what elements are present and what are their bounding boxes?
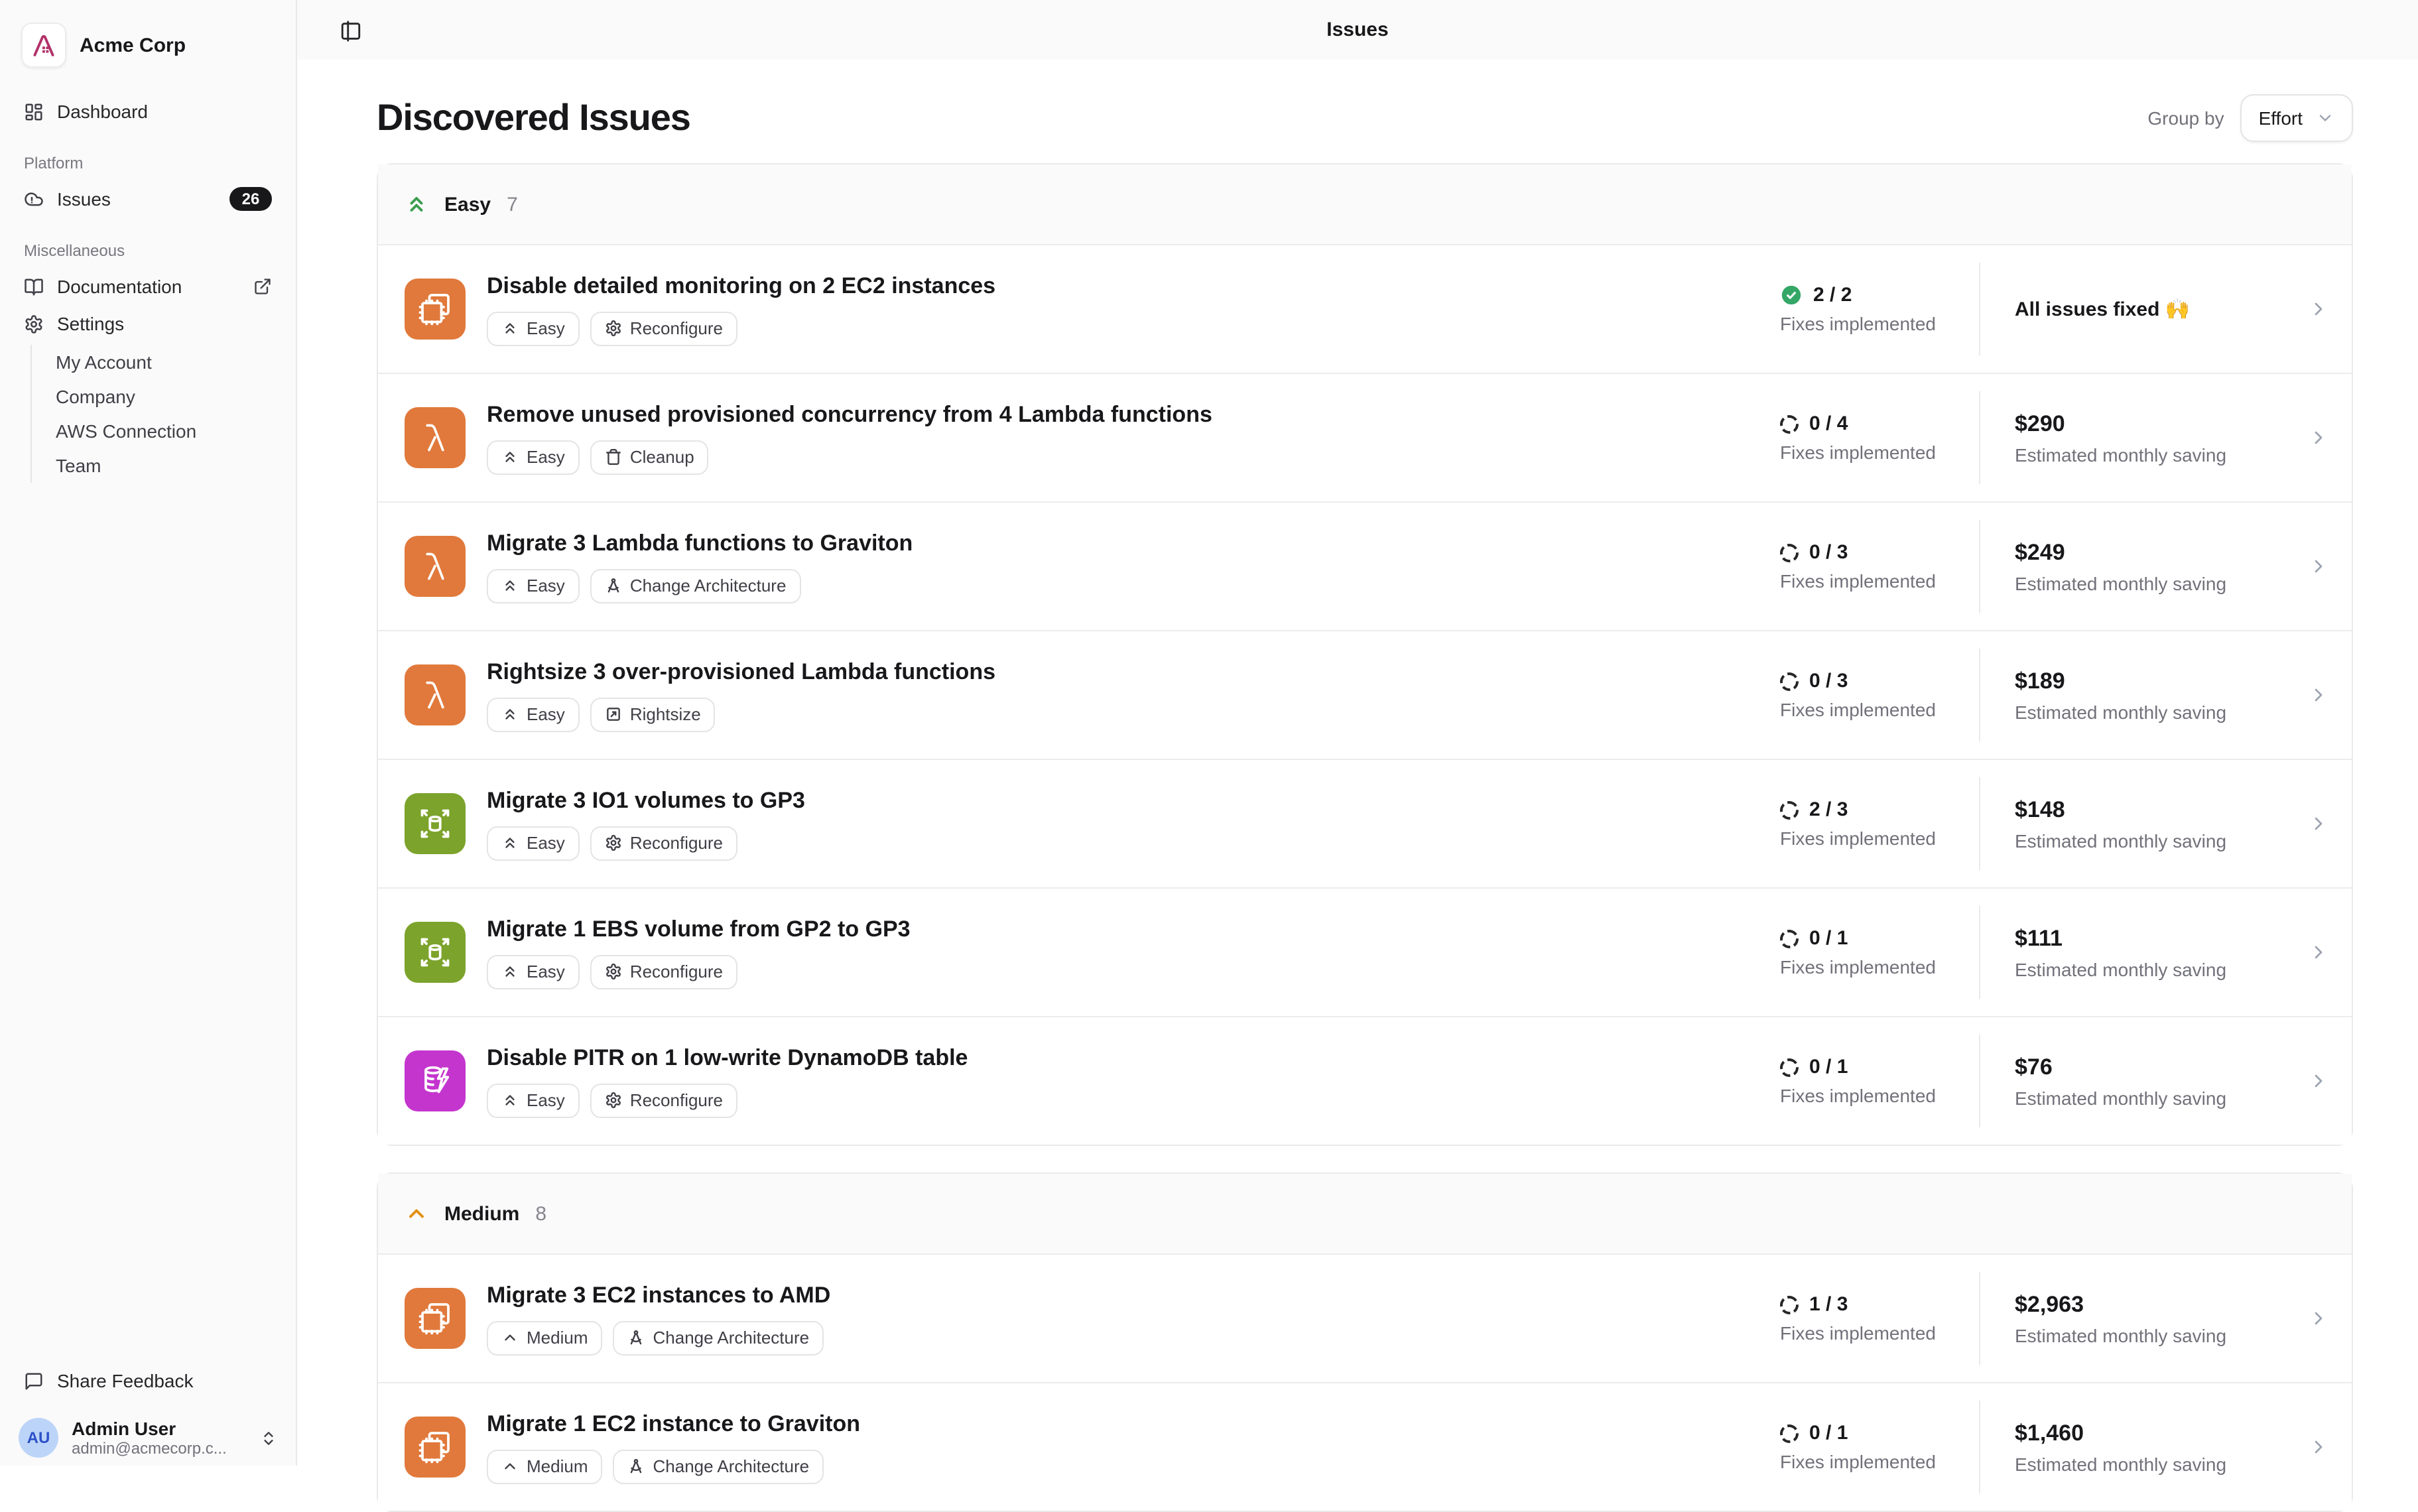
saving-column [1980,1291,2285,1346]
issue-row[interactable] [378,759,2352,887]
tag-easy [487,568,580,603]
issue-row[interactable] [378,245,2352,373]
issue-main [487,916,1780,989]
dashed-circle-icon [1780,414,1799,433]
issue-title: Migrate 3 Lambda functions to Graviton [487,530,913,555]
sidebar [0,0,297,1466]
chevron-right-icon [2308,1070,2329,1092]
group-by-control [2147,94,2353,142]
fixes-label: Fixes implemented [1780,1451,1936,1472]
group-header-easy[interactable] [378,164,2352,245]
issue-tags [487,954,1780,989]
tag-label: Easy [527,962,565,981]
tag-easy [487,826,580,860]
issue-tags [487,1320,1780,1355]
fixes-column [1780,1422,1979,1472]
tag-label: Reconfigure [629,833,724,853]
lambda-service-icon [405,407,466,468]
issue-main [487,659,1780,731]
fixes-ratio: 0 / 1 [1809,927,1848,950]
saving-column [1980,668,2285,722]
issue-title: Remove unused provisioned concurrency from 4 Lambda functions [487,401,1212,426]
chevron-up-icon [501,1458,519,1475]
ebs-service-icon [405,922,466,983]
chevron-right-icon [2308,684,2329,706]
acme-logo-icon [21,23,66,68]
share-feedback-button[interactable] [11,1362,285,1399]
fixes-label: Fixes implemented [1780,699,1936,720]
chevrons-up-down-icon [260,1429,277,1446]
ec2-service-icon [405,1288,466,1349]
row-chevron[interactable] [2285,1308,2352,1329]
fixes-label: Fixes implemented [1780,442,1936,463]
topbar [297,0,2418,61]
sidebar-item-issues[interactable] [11,180,285,218]
user-name: Admin User [72,1417,176,1438]
page-title: Discovered Issues [377,97,690,138]
workspace-name: Acme Corp [80,34,186,56]
tag-label: Change Architecture [653,1456,810,1476]
group-name: Easy [444,193,491,216]
issue-tags [487,568,1780,603]
gear-icon [605,320,622,337]
tag-label: Change Architecture [653,1328,810,1348]
issue-tags [487,697,1780,731]
dashed-circle-icon [1780,1424,1799,1442]
saving-amount: $1,460 [2015,1420,2084,1445]
tag-label: Easy [527,833,565,853]
chevron-down-icon [2316,109,2334,127]
sidebar-item-dashboard[interactable] [11,93,285,130]
fixes-label: Fixes implemented [1780,1322,1936,1344]
saving-column [1980,410,2285,465]
tag-easy [487,311,580,346]
book-open-icon [24,277,44,296]
issue-title: Disable detailed monitoring on 2 EC2 instances [487,273,996,298]
saving-amount: $290 [2015,410,2065,436]
row-chevron[interactable] [2285,684,2352,706]
row-chevron[interactable] [2285,1070,2352,1092]
fixes-column [1780,541,1979,592]
fixes-ratio: 0 / 4 [1809,412,1848,435]
fixes-ratio: 2 / 2 [1813,284,1852,306]
tag-label: Easy [527,1090,565,1110]
tag-label: Easy [527,704,565,724]
gear-icon [605,963,622,980]
fixes-count [1780,927,1979,950]
group-count: 7 [507,193,518,216]
issue-tags [487,1449,1780,1483]
lambda-service-icon [405,664,466,725]
fixes-label: Fixes implemented [1780,313,1936,334]
fixes-count [1780,798,1979,821]
issue-tags [487,1083,1780,1117]
tag-change_architecture [613,1449,824,1483]
fixes-column [1780,1056,1979,1106]
sidebar-toggle-button[interactable] [332,12,369,49]
saving-label: Estimated monthly saving [2015,1087,2227,1108]
issue-main [487,1411,1780,1483]
saving-label: Estimated monthly saving [2015,1453,2227,1474]
tag-change_architecture [613,1320,824,1355]
tag-label: Medium [527,1328,588,1348]
chevron-right-icon [2308,427,2329,448]
saving-amount: $111 [2015,925,2063,950]
tag-label: Reconfigure [629,1090,724,1110]
fixes-column [1780,284,1979,334]
sidebar-subitem-team[interactable]: Team [56,455,101,476]
saving-label: Estimated monthly saving [2015,701,2227,722]
chevrons-up-icon [501,448,519,466]
gear-icon [24,314,44,334]
issue-title: Migrate 1 EBS volume from GP2 to GP3 [487,916,911,941]
fixes-ratio: 1 / 3 [1809,1293,1848,1316]
dashed-circle-icon [1780,1295,1799,1314]
tag-easy [487,954,580,989]
chevron-right-icon [2308,1308,2329,1329]
sidebar-section-miscellaneous: Miscellaneous [24,241,125,260]
sidebar-item-label: Documentation [57,276,182,297]
row-chevron[interactable] [2285,813,2352,834]
tag-reconfigure [590,954,737,989]
issue-title: Migrate 3 IO1 volumes to GP3 [487,787,805,812]
group-by-label: Group by [2147,107,2224,129]
saving-amount: $249 [2015,539,2065,564]
issue-main [487,1282,1780,1355]
fixes-count [1780,1056,1979,1078]
chevrons-up-icon [501,834,519,851]
fixes-count [1780,284,1979,306]
tag-reconfigure [590,311,737,346]
row-chevron[interactable] [2285,556,2352,577]
tag-reconfigure [590,1083,737,1117]
saving-amount: $189 [2015,668,2065,693]
lambda-service-icon [405,536,466,597]
issue-row[interactable] [378,1016,2352,1145]
issue-group-easy [377,163,2353,1146]
sidebar-footer [0,1362,296,1466]
settings-submenu [31,345,296,483]
fixes-label: Fixes implemented [1780,570,1936,592]
saving-label: Estimated monthly saving [2015,830,2227,851]
fixes-column [1780,670,1979,720]
dashed-circle-icon [1780,543,1799,562]
fixes-column [1780,927,1979,977]
tag-reconfigure [590,826,737,860]
group-by-select[interactable] [2240,94,2353,142]
compass-icon [605,577,622,594]
fixes-count [1780,1293,1979,1316]
issue-groups [377,163,2353,1512]
tag-easy [487,440,580,474]
dynamodb-service-icon [405,1050,466,1111]
chevron-right-icon [2308,813,2329,834]
workspace-switcher[interactable] [0,0,296,72]
fixes-ratio: 0 / 3 [1809,541,1848,564]
saving-label: Estimated monthly saving [2015,572,2227,594]
group-header-medium[interactable] [378,1174,2352,1255]
ebs-service-icon [405,793,466,854]
issue-main [487,1044,1780,1117]
fixes-ratio: 2 / 3 [1809,798,1848,821]
saving-column [1980,539,2285,594]
issue-title: Disable PITR on 1 low-write DynamoDB table [487,1044,968,1070]
sidebar-item-documentation[interactable] [11,268,285,305]
issue-tags [487,826,1780,860]
fixes-column [1780,798,1979,849]
tag-label: Reconfigure [629,962,724,981]
row-chevron[interactable] [2285,298,2352,320]
ec2-service-icon [405,1417,466,1478]
issue-title: Migrate 1 EC2 instance to Graviton [487,1411,861,1436]
issue-main [487,787,1780,860]
chevrons-up-icon [501,577,519,594]
avatar: AU [19,1418,58,1458]
main-content [297,60,2418,1476]
issue-title: Migrate 3 EC2 instances to AMD [487,1282,831,1307]
saving-amount: $148 [2015,796,2065,822]
sidebar-section-platform: Platform [24,154,84,172]
cloud-alert-icon [24,189,44,209]
check-circle-icon [1780,284,1803,306]
issue-tags [487,311,1780,346]
row-chevron[interactable] [2285,942,2352,963]
saving-label: Estimated monthly saving [2015,1324,2227,1346]
issue-main [487,401,1780,474]
fixes-column [1780,1293,1979,1344]
chevrons-up-icon [501,320,519,337]
dashed-circle-icon [1780,800,1799,819]
saving-column [1980,796,2285,851]
saving-column [1980,297,2285,321]
dashboard-icon [24,101,44,121]
chevron-up-icon [501,1329,519,1346]
tag-easy [487,697,580,731]
group-name: Medium [444,1202,520,1225]
dashed-circle-icon [1780,672,1799,690]
ec2-service-icon [405,279,466,340]
issue-row[interactable] [378,1382,2352,1511]
chevron-right-icon [2308,1436,2329,1458]
fixes-column [1780,412,1979,463]
tag-label: Reconfigure [629,318,724,338]
chevrons-up-icon [501,1092,519,1109]
issue-tags [487,440,1780,474]
sidebar-item-label: Dashboard [57,101,148,122]
issue-group-medium [377,1172,2353,1512]
chevrons-up-icon [501,963,519,980]
issue-row[interactable] [378,887,2352,1016]
fixes-label: Fixes implemented [1780,828,1936,849]
saving-column [1980,925,2285,979]
saving-label: Estimated monthly saving [2015,444,2227,465]
user-email: admin@acmecorp.c... [72,1438,227,1457]
saving-label: Estimated monthly saving [2015,958,2227,979]
saving-amount: $2,963 [2015,1291,2084,1316]
compass-icon [628,1458,645,1475]
issue-main [487,273,1780,346]
chevron-right-icon [2308,942,2329,963]
share-feedback-label: Share Feedback [57,1370,194,1391]
tag-label: Easy [527,576,565,596]
issue-row[interactable] [378,501,2352,630]
fixes-ratio: 0 / 3 [1809,670,1848,692]
gear-icon [605,834,622,851]
row-chevron[interactable] [2285,1436,2352,1458]
fixes-count [1780,670,1979,692]
fixes-ratio: 0 / 1 [1809,1422,1848,1444]
chevrons-up-icon [501,706,519,723]
saving-column [1980,1054,2285,1108]
user-menu[interactable] [11,1413,285,1463]
external-link-icon [253,277,272,296]
tag-label: Change Architecture [629,576,787,596]
sidebar-subitem-my-account[interactable]: My Account [56,351,152,373]
topbar-title: Issues [1326,19,1389,41]
fixes-count [1780,541,1979,564]
chevron-right-icon [2308,298,2329,320]
fixes-count [1780,1422,1979,1444]
message-square-icon [24,1371,44,1391]
tag-label: Cleanup [629,447,694,467]
tag-label: Easy [527,447,565,467]
tag-easy [487,1083,580,1117]
saving-amount: $76 [2015,1054,2053,1079]
issue-main [487,530,1780,603]
row-chevron[interactable] [2285,427,2352,448]
group-by-value: Effort [2258,107,2303,129]
sidebar-subitem-company[interactable]: Company [56,386,135,407]
tag-label: Rightsize [629,704,701,724]
tag-medium [487,1320,603,1355]
tag-medium [487,1449,603,1483]
chevron-right-icon [2308,556,2329,577]
scaling-icon [605,706,622,723]
dashed-circle-icon [1780,1058,1799,1076]
group-count: 8 [535,1202,547,1225]
issue-row[interactable] [378,373,2352,501]
compass-icon [628,1329,645,1346]
sidebar-subitem-aws-connection[interactable]: AWS Connection [56,420,197,442]
tag-change_architecture [590,568,801,603]
gear-icon [605,1092,622,1109]
sidebar-item-settings[interactable] [11,305,285,342]
fixes-label: Fixes implemented [1780,956,1936,977]
dashed-circle-icon [1780,929,1799,948]
issue-title: Rightsize 3 over-provisioned Lambda functions [487,659,995,684]
sidebar-item-label: Issues [57,188,111,210]
trash-icon [605,448,622,466]
fixes-count [1780,412,1979,435]
sidebar-item-label: Settings [57,313,125,334]
issues-count-badge: 26 [229,187,272,211]
issue-row[interactable] [378,630,2352,759]
all-issues-fixed-label: All issues fixed 🙌 [2015,298,2191,321]
fixes-label: Fixes implemented [1780,1085,1936,1106]
tag-label: Easy [527,318,565,338]
tag-label: Medium [527,1456,588,1476]
panel-left-icon [339,19,361,42]
tag-cleanup [590,440,709,474]
saving-column [1980,1420,2285,1474]
fixes-ratio: 0 / 1 [1809,1056,1848,1078]
issue-row[interactable] [378,1255,2352,1382]
page-header [377,92,2353,145]
tag-rightsize [590,697,716,731]
chevrons-up-icon [405,192,428,216]
chevron-up-icon [405,1202,428,1226]
